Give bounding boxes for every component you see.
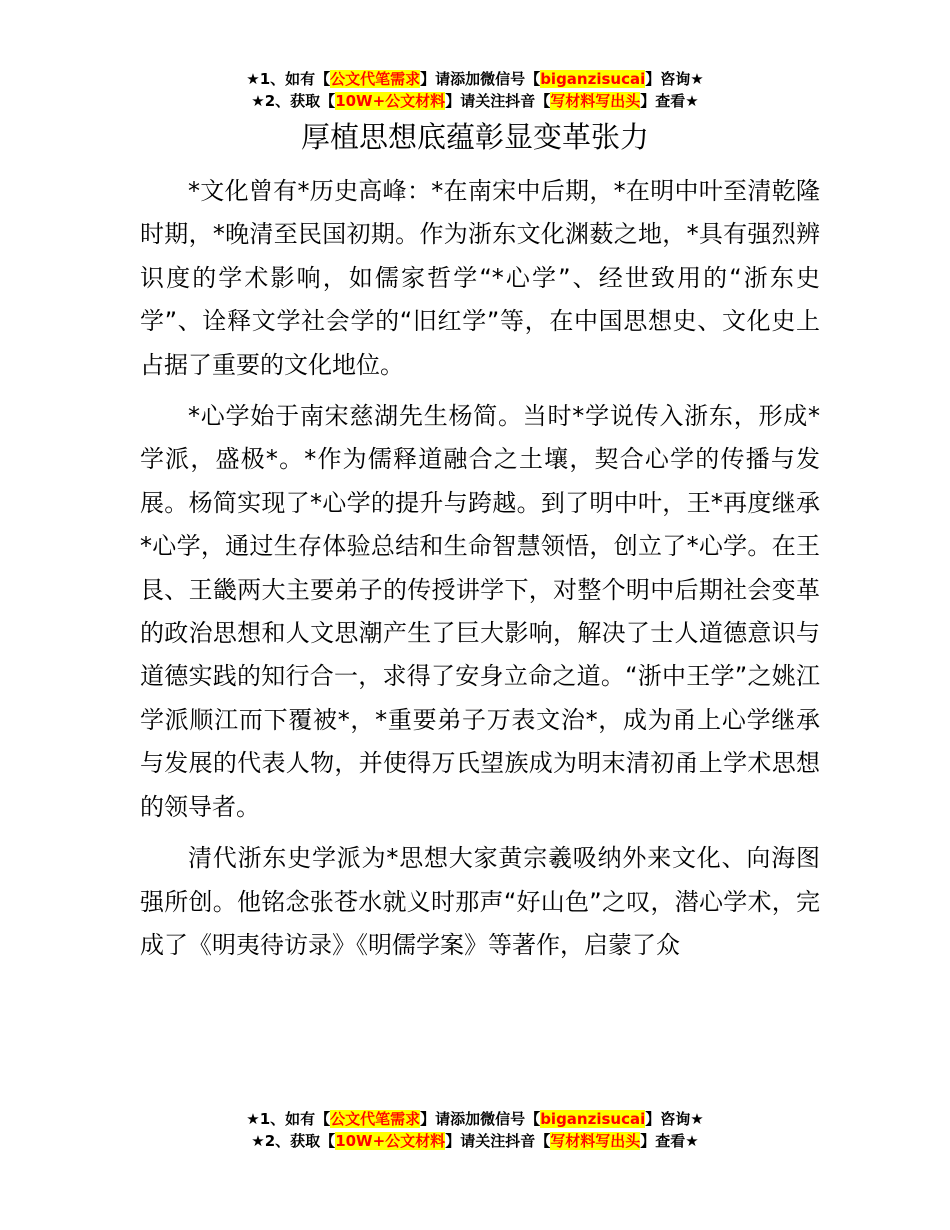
banner-text: 1、如有【	[259, 70, 331, 88]
header-banner	[0, 68, 950, 112]
document-title: 厚植思想底蕴彰显变革张力	[300, 120, 649, 154]
banner-text: 】咨询	[645, 1110, 691, 1128]
star-icon: ★	[685, 1132, 699, 1150]
highlight-ghostwriting: 公文代笔需求	[330, 70, 421, 88]
highlight-materials: 10W+公文材料	[335, 92, 446, 110]
banner-line-2	[0, 1130, 950, 1152]
star-icon: ★	[246, 1110, 260, 1128]
banner-text: 2、获取【	[264, 92, 336, 110]
highlight-wechat-id: biganzisucai	[540, 1110, 646, 1128]
star-icon: ★	[251, 1132, 265, 1150]
banner-text: 1、如有【	[259, 1110, 331, 1128]
banner-text: 】查看	[640, 92, 686, 110]
highlight-ghostwriting: 公文代笔需求	[330, 1110, 421, 1128]
star-icon: ★	[690, 1110, 704, 1128]
star-icon: ★	[690, 70, 704, 88]
highlight-materials: 10W+公文材料	[335, 1132, 446, 1150]
star-icon: ★	[246, 70, 260, 88]
star-icon: ★	[251, 92, 265, 110]
banner-line-2	[0, 90, 950, 112]
banner-text: 】咨询	[645, 70, 691, 88]
document-body	[140, 170, 820, 975]
banner-text: 】请关注抖音【	[445, 1132, 551, 1150]
footer-banner	[0, 1108, 950, 1152]
banner-text: 】请添加微信号【	[420, 70, 541, 88]
paragraph: 清代浙东史学派为*思想大家黄宗羲吸纳外来文化、向海图强所创。他铭念张苍水就义时那声“好山色”之叹，潜心学术，完成了《明夷待访录》《明儒学案》等著作，启蒙了众	[140, 844, 820, 959]
banner-line-1	[0, 68, 950, 90]
highlight-douyin: 写材料写出头	[550, 92, 641, 110]
banner-line-1	[0, 1108, 950, 1130]
banner-text: 2、获取【	[264, 1132, 336, 1150]
paragraph: *心学始于南宋慈湖先生杨简。当时*学说传入浙东，形成*学派，盛极*。*作为儒释道融合之土壤，契合心学的传播与发展。杨简实现了*心学的提升与跨越。到了明中叶，王*再度继承*心学，通过生存体验总结和生命智慧领悟，创立了*心学。在王艮、王畿两大主要弟子的传授讲学下，对整个明中后期社会变革的政治思想和人文思潮产生了巨大影响，解决了士人道德意识与道德实践的知行合一，求得了安身立命之道。“浙中王学”之姚江学派顺江而下覆被*，*重要弟子万表文治*，成为甬上心学继承与发展的代表人物，并使得万氏望族成为明末清初甬上学术思想的领导者。	[140, 402, 820, 821]
banner-text: 】查看	[640, 1132, 686, 1150]
highlight-douyin: 写材料写出头	[550, 1132, 641, 1150]
highlight-wechat-id: biganzisucai	[540, 70, 646, 88]
paragraph: *文化曾有*历史高峰：*在南宋中后期，*在明中叶至清乾隆时期，*晚清至民国初期。作为浙东文化渊薮之地，*具有强烈辨识度的学术影响，如儒家哲学“*心学”、经世致用的“浙东史学”、诠释文学社会学的“旧红学”等，在中国思想史、文化史上占据了重要的文化地位。	[140, 177, 820, 379]
banner-text: 】请关注抖音【	[445, 92, 551, 110]
banner-text: 】请添加微信号【	[420, 1110, 541, 1128]
star-icon: ★	[685, 92, 699, 110]
